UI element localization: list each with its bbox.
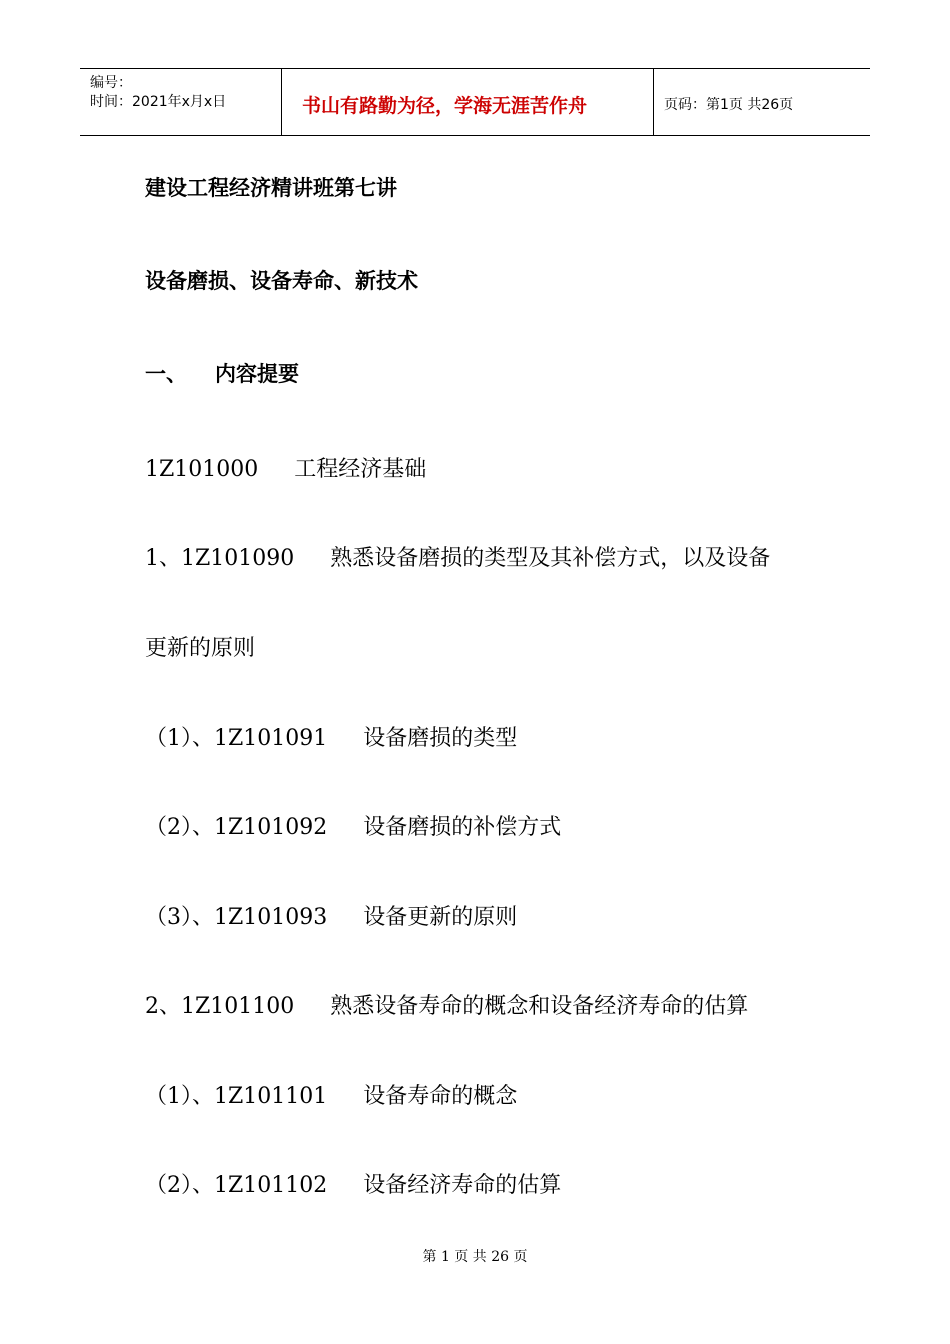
serial-label: 编号： <box>90 75 132 91</box>
date-label: 时间：2021年x月x日 <box>90 94 227 110</box>
item-2-code: 2、1Z101100 <box>145 994 295 1019</box>
sub-item-code: （2）、1Z101102 <box>145 1173 328 1198</box>
category-name: 工程经济基础 <box>294 457 427 482</box>
document-subtitle: 设备磨损、设备寿命、新技术 <box>145 269 418 293</box>
category-line <box>145 452 426 483</box>
sub-item-1-2 <box>145 810 561 841</box>
motto-text: 书山有路勤为径，学海无涯苦作舟 <box>302 95 588 117</box>
page-info: 页码：第1页 共26页 <box>664 97 794 113</box>
section-number: 一、 <box>145 362 187 386</box>
sub-item-text: 设备寿命的概念 <box>363 1084 518 1109</box>
item-2-line <box>145 989 748 1020</box>
page-footer: 第 1 页 共 26 页 <box>422 1249 528 1265</box>
item-1-text-continued: 更新的原则 <box>145 636 256 661</box>
sub-item-code: （3）、1Z101093 <box>145 905 328 930</box>
sub-item-text: 设备磨损的类型 <box>363 726 518 751</box>
sub-item-code: （2）、1Z101092 <box>145 815 328 840</box>
section-heading <box>145 358 299 388</box>
item-2-text: 熟悉设备寿命的概念和设备经济寿命的估算 <box>330 994 749 1019</box>
section-title: 内容提要 <box>215 362 299 386</box>
sub-item-code: （1）、1Z101091 <box>145 726 328 751</box>
item-1-text: 熟悉设备磨损的类型及其补偿方式，以及设备 <box>330 546 771 571</box>
category-code: 1Z101000 <box>145 457 259 482</box>
document-title: 建设工程经济精讲班第七讲 <box>145 176 397 200</box>
sub-item-2-1 <box>145 1079 517 1110</box>
sub-item-text: 设备经济寿命的估算 <box>363 1173 562 1198</box>
page-header <box>80 68 870 136</box>
item-1-line <box>145 541 770 572</box>
sub-item-text: 设备更新的原则 <box>363 905 518 930</box>
sub-item-2-2 <box>145 1168 561 1199</box>
item-1-code: 1、1Z101090 <box>145 546 295 571</box>
header-motto-cell <box>282 69 654 135</box>
sub-item-1-3 <box>145 900 517 931</box>
sub-item-code: （1）、1Z101101 <box>145 1084 328 1109</box>
sub-item-text: 设备磨损的补偿方式 <box>363 815 562 840</box>
sub-item-1-1 <box>145 721 517 752</box>
header-meta-cell <box>80 69 282 135</box>
header-page-cell <box>654 69 870 135</box>
